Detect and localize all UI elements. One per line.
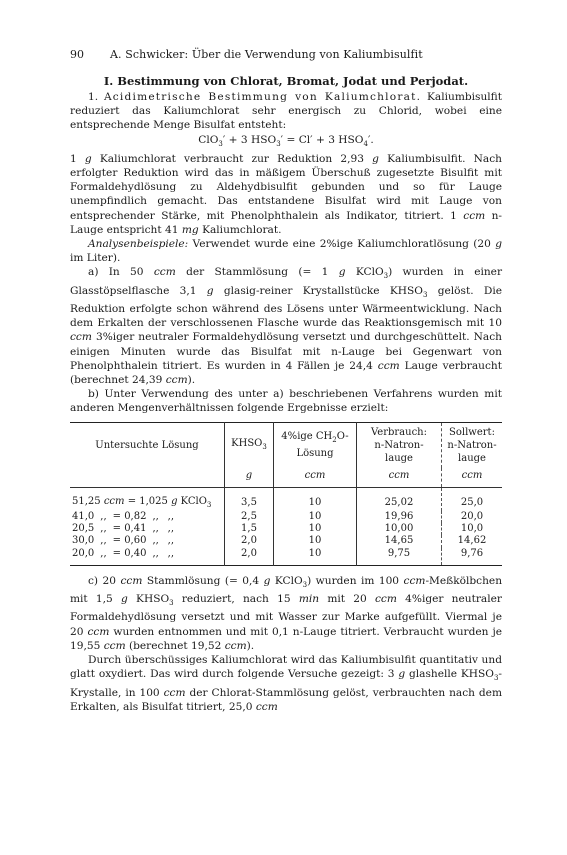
reaction-equation: ClO$_3$′ + 3 $HSO_3' = Cl' + 3$ $HSO_4'$. xyxy=(198,133,374,148)
paragraph-acidimetric xyxy=(70,90,502,133)
unit-consumption: ccm xyxy=(357,468,442,488)
paragraph-a: a) In 50 ccm der Stammlösung (= 1 g KClO$_3$) wurden in einer Glasstöpselflasche 3,1 g glasig-reiner Krystallstücke $KHSO_3$ gelöst. Die Reduktion erfolgte schon während des Lösens unter Wärmeentwicklung. Nach dem Erkalten der verschlossenen Flasche wurde das Reaktionsgemisch mit 10 ccm 3%iger neutraler Formaldehydlösung versetzt und durchgeschüttelt. Nach einigen Minuten wurde das Bisulfat mit n-Lauge bei Gegenwart von Phenolphthalein titriert. Es wurden in 4 Fällen je 24,4 ccm Lauge verbraucht (berechnet 24,39 ccm). xyxy=(70,266,503,386)
paragraph-stoichiometry: 1 g Kaliumchlorat verbraucht zur Reduktion 2,93 g Kaliumbisulfit. Nach erfolgter Reduktion wird das in mäßigem Überschuß zugesetzte Bisulfit mit Formaldehydlösung zu Aldehydbisulfit gebunden und so für Lauge unempfindlich gemacht. Das entstandene Bisulfat wird mit Lauge von entsprechender Stärke, mit Phenolphthalein als Indikator, titriert. 1 ccm n-Lauge entspricht 41 mg Kaliumchlorat. xyxy=(70,152,502,236)
sample-cell: 41,0 ,, = 0,82 ,, ,, xyxy=(72,511,175,522)
table-units-row xyxy=(70,468,502,488)
paragraph-heading: Acidimetrische Bestimmung von Kaliumchlorat. xyxy=(103,91,422,103)
page-number: 90 xyxy=(70,48,84,61)
sample-cell: 51,25 ccm = 1,025 g KClO$_3$ xyxy=(72,495,212,509)
header-consumption: Verbrauch: n-Natron- lauge xyxy=(357,422,442,468)
section-title: I. Bestimmung von Chlorat, Bromat, Jodat und Perjodat. xyxy=(103,74,469,88)
sample-cell: 20,5 ,, = 0,41 ,, ,, xyxy=(72,523,175,535)
table-row: 20,0 ,, = 0,40 ,, ,, 2,0 10 9,75 9,76 xyxy=(70,548,502,566)
table-header-row xyxy=(70,422,502,468)
table-row: 41,0 ,, = 0,82 ,, ,, 2,5 10 19,96 20,0 xyxy=(70,511,502,523)
sample-cell: 20,0 ,, = 0,40 ,, ,, xyxy=(72,547,175,559)
paragraph-text: Kaliumbisulfit reduziert das Kaliumchlorat sehr energisch zu Chlorid, wobei eine entsprechende Menge Bisulfat entsteht: xyxy=(70,91,502,132)
paragraph-number: 1. xyxy=(88,91,99,103)
table-row: 30,0 ,, = 0,60 ,, ,, 2,0 10 14,65 14,62 xyxy=(70,535,502,547)
sample-cell: 30,0 ,, = 0,60 ,, ,, xyxy=(72,535,175,547)
results-table xyxy=(70,422,502,566)
page xyxy=(70,48,502,714)
unit-khso3: g xyxy=(225,468,274,488)
running-header xyxy=(70,48,502,68)
unit-formaldehyde: ccm xyxy=(274,468,357,488)
paragraph-c: c) 20 ccm Stammlösung (= 0,4 g KClO$_3$) wurden im 100 ccm-Meßkölbchen mit 1,5 g $KHSO_3$ reduziert, nach 15 min mit 20 ccm 4%iger neutraler Formaldehydlösung versetzt und mit Wasser zur Marke aufgefüllt. Viermal je 20 ccm wurden entnommen und mit 0,1 n-Lauge titriert. Verbraucht wurden je 19,55 ccm (berechnet 19,52 ccm). xyxy=(70,574,503,652)
paragraph-analysis-examples: Analysenbeispiele: Verwendet wurde eine 2%ige Kaliumchloratlösung (20 g im Liter). xyxy=(70,237,502,265)
paragraph-b: b) Unter Verwendung des unter a) beschriebenen Verfahrens wurden mit anderen Mengenverhältnissen folgende Ergebnisse erzielt: xyxy=(70,388,502,415)
header-formaldehyde: 4%ige $CH_2O-$ Lösung xyxy=(274,422,357,468)
table-row: 20,5 ,, = 0,41 ,, ,, 1,5 10 10,00 10,0 xyxy=(70,523,502,535)
running-title: A. Schwicker: Über die Verwendung von Kaliumbisulfit xyxy=(110,48,423,61)
unit-target: ccm xyxy=(442,468,503,488)
header-sample: Untersuchte Lösung xyxy=(95,439,199,451)
header-khso3: $KHSO_3$ xyxy=(225,422,274,468)
paragraph-d: Durch überschüssiges Kaliumchlorat wird das Kaliumbisulfit quantitativ und glatt oxydiert. Das wird durch folgende Versuche gezeigt: 3 g glashelle $KHSO_3$-Krystalle, in 100 ccm der Chlorat-Stammlösung gelöst, verbrauchten nach dem Erkalten, als Bisulfat titriert, 25,0 ccm xyxy=(70,654,503,713)
header-target: Sollwert: n-Natron- lauge xyxy=(442,422,503,468)
table-row: 51,25 ccm = 1,025 g KClO$_3$ 3,5 10 25,02 25,0 xyxy=(70,487,502,511)
